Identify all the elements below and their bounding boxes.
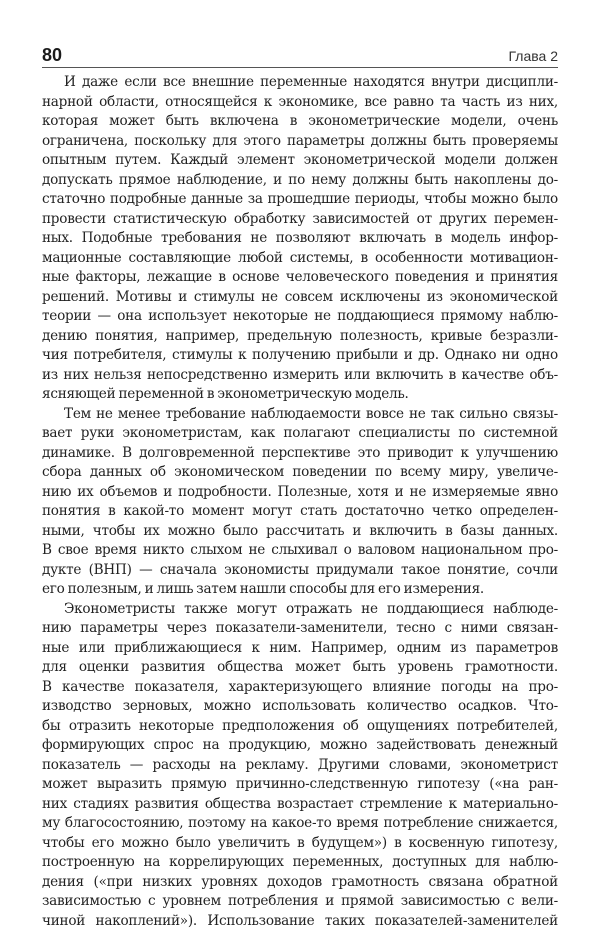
text-line: допускать прямое наблюдение, и по нему должны быть накоплены до- xyxy=(42,171,558,188)
paragraph xyxy=(42,73,558,405)
paragraph xyxy=(42,600,558,932)
text-line: динамике. В долговременной перспективе это приводит к улучшению xyxy=(42,444,558,461)
text-line: показатель — расходы на рекламу. Другими словами, эконометрист xyxy=(42,756,558,773)
text-line: дения («при низких уровнях доходов грамотность связана обратной xyxy=(42,873,558,890)
text-line: ных. Подобные требования не позволяют включать в модель инфор- xyxy=(42,230,558,246)
text-line: понятия в какой-то момент могут стать достаточно четко определен- xyxy=(42,503,558,519)
text-line: ные факторы, лежащие в основе человеческого поведения и принятия xyxy=(42,269,558,285)
text-line: провести статистическую обработку зависимостей от других перемен- xyxy=(42,210,558,227)
text-line: вает руки эконометристам, как полагают специалисты по системной xyxy=(42,425,558,441)
text-line: ными, чтобы их можно было рассчитать и включить в базы данных. xyxy=(42,522,558,539)
text-line: дукте (ВНП) — сначала экономисты придумали такое понятие, сочли xyxy=(42,561,558,578)
text-line: изводство зерновых, можно использовать количество осадков. Что- xyxy=(42,698,558,714)
text-line: дению понятия, например, предельную полезность, кривые безразли- xyxy=(42,327,558,344)
text-line: чтобы его можно было увеличить в будущем») в косвенную гипотезу, xyxy=(42,834,558,851)
text-line: И даже если все внешние переменные находятся внутри дисципли- xyxy=(64,74,558,90)
text-line: В качестве показателя, характеризующего влияние погоды на про- xyxy=(42,678,558,695)
text-line: мационные составляющие любой системы, в особенности мотивацион- xyxy=(42,249,558,266)
text-line: чия потребителя, стимулы к получению прибыли и др. Однако ни одно xyxy=(42,347,558,363)
text-line: нию их объемов и подробности. Полезные, хотя и не измеряемые явно xyxy=(42,483,558,500)
text-line: которая может быть включена в эконометрические модели, очень xyxy=(42,113,558,129)
text-line: зависимостью с уровнем потребления и прямой зависимостью с вели- xyxy=(42,893,558,909)
body-text xyxy=(42,73,558,931)
text-line: них стадиях развития общества возрастает стремление к материально- xyxy=(42,795,558,812)
text-line: сбора данных об экономическом поведении по всему миру, увеличе- xyxy=(42,464,558,480)
text-line: для оценки развития общества может быть уровень грамотности. xyxy=(42,659,558,675)
page-number: 80 xyxy=(42,45,63,65)
text-line: му благосостоянию, поэтому на какое-то время потребление снижается, xyxy=(42,815,558,831)
text-line: может выразить прямую причинно-следственную гипотезу («на ран- xyxy=(42,776,558,792)
text-line: Тем не менее требование наблюдаемости вовсе не так сильно связы- xyxy=(64,405,558,422)
text-line: статочно подробные данные за прошедшие периоды, чтобы можно было xyxy=(42,191,558,207)
page-header xyxy=(42,45,558,69)
text-line: его полезным, и лишь затем нашли способы для его измерения. xyxy=(42,581,485,597)
header-divider xyxy=(42,67,558,68)
text-line: ные или приближающиеся к ним. Например, одним из параметров xyxy=(42,639,558,656)
text-line: Эконометристы также могут отражать не поддающиеся наблюде- xyxy=(64,600,558,617)
chapter-title: Глава 2 xyxy=(508,48,558,64)
text-line: формирующих спрос на продукцию, можно задействовать денежный xyxy=(42,737,558,753)
text-line: нарной области, относящейся к экономике, все равно та часть из них, xyxy=(42,93,558,110)
text-line: В свое время никто слыхом не слыхивал о валовом национальном про- xyxy=(42,542,558,558)
text-line: чиной накоплений»). Использование таких показателей-заменителей xyxy=(42,912,558,929)
text-line: опытным путем. Каждый элемент эконометрической модели должен xyxy=(42,152,558,168)
text-line: бы отразить некоторые предположения об ощущениях потребителей, xyxy=(42,717,558,734)
text-line: решений. Мотивы и стимулы не совсем исключены из экономической xyxy=(42,288,558,305)
text-line: нию параметры через показатели-заменители, тесно с ними связан- xyxy=(42,620,558,636)
paragraph xyxy=(42,405,558,600)
text-line: теории — она использует некоторые не поддающиеся прямому наблю- xyxy=(42,308,558,324)
text-line: ясняющей переменной в эконометрическую модель. xyxy=(42,386,409,402)
text-line: построенную на коррелирующих переменных, доступных для наблю- xyxy=(42,854,558,870)
text-line: из них нельзя непосредственно измерить или включить в качестве объ- xyxy=(42,366,558,383)
text-line: ограничена, поскольку для этого параметры должны быть проверяемы xyxy=(42,132,558,149)
